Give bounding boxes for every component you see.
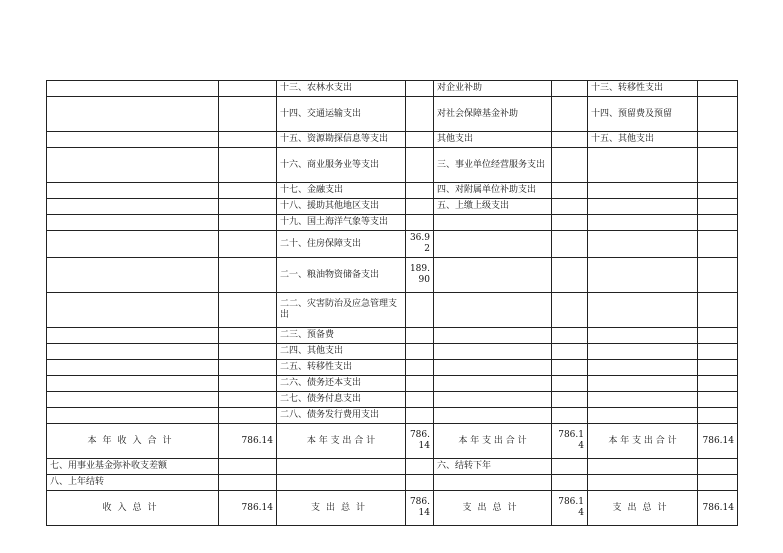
table-row xyxy=(47,97,738,132)
expense-item: 五、上缴上级支出 xyxy=(434,199,552,215)
grand-total-row xyxy=(47,491,738,526)
expense-item: 十九、国土海洋气象等支出 xyxy=(277,215,406,231)
year-total-row xyxy=(47,424,738,459)
table-row xyxy=(47,199,738,215)
expense-item: 十八、援助其他地区支出 xyxy=(277,199,406,215)
year-expense-total-label: 本 年 支 出 合 计 xyxy=(588,424,698,459)
expense-item: 十四、预留费及预留 xyxy=(588,97,698,132)
grand-expense-total-label: 支出总计 xyxy=(277,491,406,526)
table-row xyxy=(47,475,738,491)
expense-item: 二三、预备费 xyxy=(277,328,406,344)
expense-item: 其他支出 xyxy=(434,132,552,148)
expense-item: 十三、转移性支出 xyxy=(588,81,698,97)
table-row xyxy=(47,183,738,199)
expense-item: 二四、其他支出 xyxy=(277,344,406,360)
expense-item: 二十、住房保障支出 xyxy=(277,231,406,258)
expense-value: 36.92 xyxy=(406,231,434,258)
table-row xyxy=(47,231,738,258)
table-row xyxy=(47,215,738,231)
table-row xyxy=(47,408,738,424)
expense-item: 十三、农林水支出 xyxy=(277,81,406,97)
year-expense-total-value: 786.14 xyxy=(406,424,434,459)
table-row xyxy=(47,459,738,475)
table-row xyxy=(47,293,738,328)
grand-expense-total-value: 786.14 xyxy=(698,491,738,526)
expense-item: 十四、交通运输支出 xyxy=(277,97,406,132)
expense-item: 十七、金融支出 xyxy=(277,183,406,199)
table-row xyxy=(47,344,738,360)
expense-item: 十六、商业服务业等支出 xyxy=(277,148,406,183)
table-row xyxy=(47,360,738,376)
budget-table xyxy=(46,80,738,526)
table-row xyxy=(47,376,738,392)
expense-item: 对企业补助 xyxy=(434,81,552,97)
grand-expense-total-value: 786.14 xyxy=(552,491,588,526)
expense-item: 二六、债务还本支出 xyxy=(277,376,406,392)
grand-expense-total-label: 支出总计 xyxy=(434,491,552,526)
table-row xyxy=(47,258,738,293)
year-income-total-value: 786.14 xyxy=(219,424,277,459)
grand-income-total-label: 收入总计 xyxy=(47,491,219,526)
expense-item: 二二、灾害防治及应急管理支出 xyxy=(277,293,406,328)
year-income-total-label: 本年收入合计 xyxy=(47,424,219,459)
expense-value: 189.90 xyxy=(406,258,434,293)
expense-item: 十五、资源勘探信息等支出 xyxy=(277,132,406,148)
expense-item: 四、对附属单位补助支出 xyxy=(434,183,552,199)
expense-item: 二七、债务付息支出 xyxy=(277,392,406,408)
income-item: 七、用事业基金弥补收支差额 xyxy=(47,459,219,475)
expense-item: 二一、粮油物资储备支出 xyxy=(277,258,406,293)
expense-item: 十五、其他支出 xyxy=(588,132,698,148)
expense-item: 三、事业单位经营服务支出 xyxy=(434,148,552,183)
expense-item: 二八、债务发行费用支出 xyxy=(277,408,406,424)
table-row xyxy=(47,328,738,344)
year-expense-total-value: 786.14 xyxy=(698,424,738,459)
table-row xyxy=(47,132,738,148)
year-expense-total-value: 786.14 xyxy=(552,424,588,459)
expense-item: 六、结转下年 xyxy=(434,459,552,475)
year-expense-total-label: 本 年 支 出 合 计 xyxy=(434,424,552,459)
table-row xyxy=(47,81,738,97)
expense-item: 二五、转移性支出 xyxy=(277,360,406,376)
grand-expense-total-label: 支出总计 xyxy=(588,491,698,526)
table-row xyxy=(47,148,738,183)
grand-expense-total-value: 786.14 xyxy=(406,491,434,526)
expense-item: 对社会保障基金补助 xyxy=(434,97,552,132)
grand-income-total-value: 786.14 xyxy=(219,491,277,526)
year-expense-total-label: 本 年 支 出 合 计 xyxy=(277,424,406,459)
income-item: 八、上年结转 xyxy=(47,475,219,491)
table-row xyxy=(47,392,738,408)
